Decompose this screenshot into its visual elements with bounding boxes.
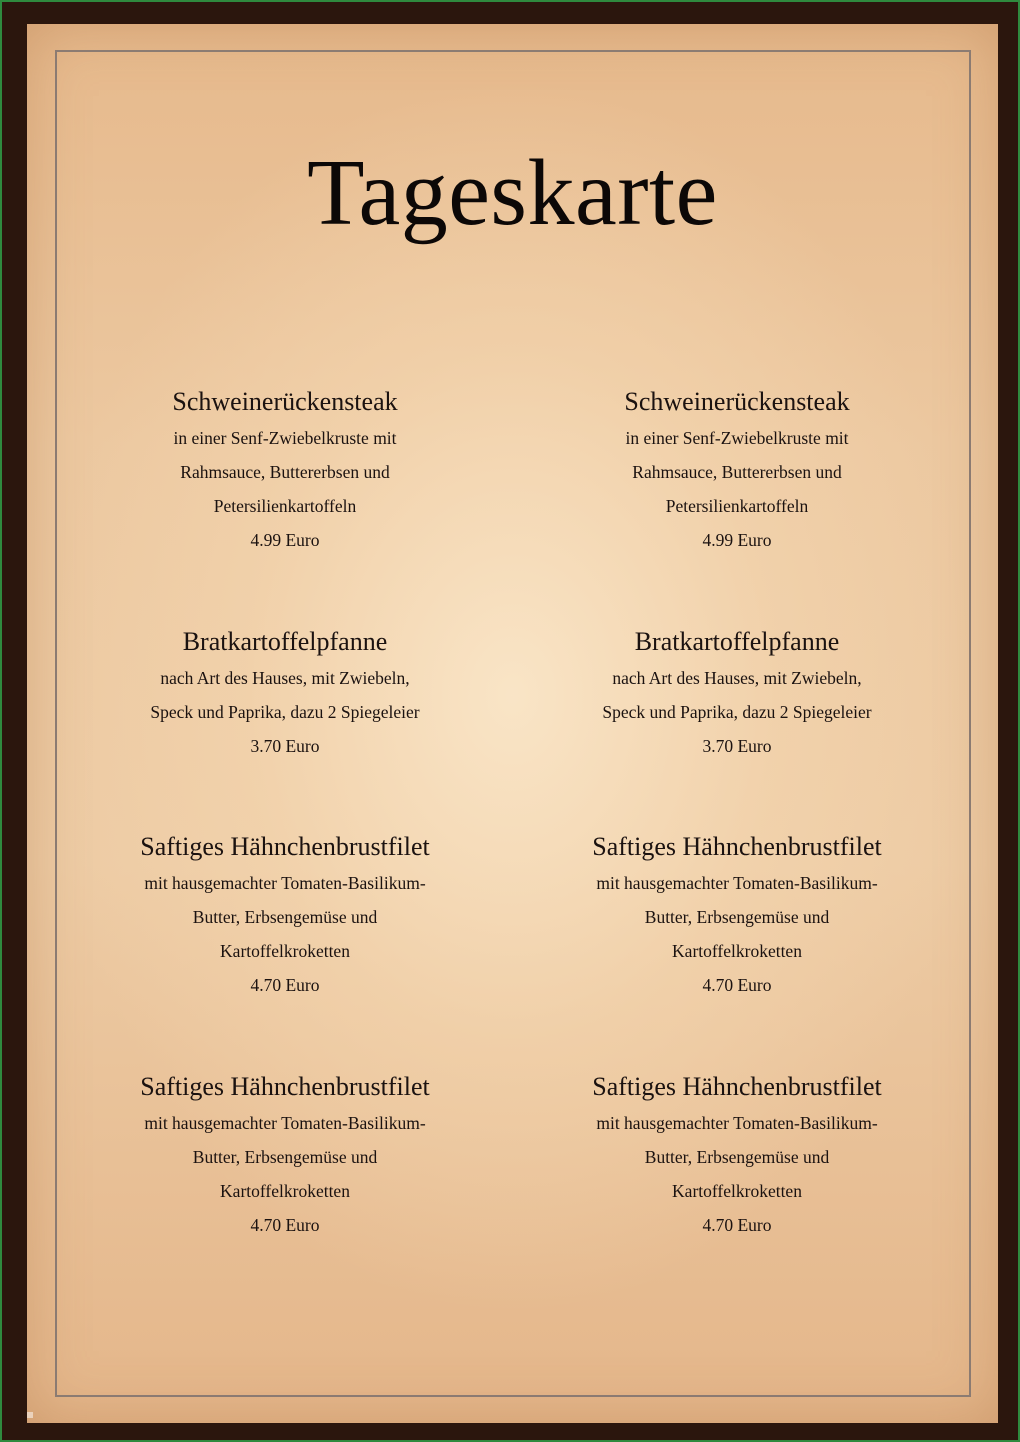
menu-grid: [27, 24, 998, 1423]
menu-paper: [27, 24, 998, 1423]
dish-name: Saftiges Hähnchenbrustfilet: [592, 1072, 882, 1101]
dish-left-1: [95, 387, 475, 557]
dish-description-line: in einer Senf-Zwiebelkruste mit: [173, 428, 397, 448]
dish-price: 4.99 Euro: [702, 530, 772, 550]
dish-description-line: in einer Senf-Zwiebelkruste mit: [625, 428, 849, 448]
dish-description-line: Petersilienkartoffeln: [213, 496, 357, 516]
dish-description-line: mit hausgemachter Tomaten-Basilikum-: [596, 873, 878, 893]
dish-price: 3.70 Euro: [702, 736, 772, 756]
picture-frame: [2, 2, 1018, 1440]
dish-name: Schweinerückensteak: [172, 387, 398, 416]
dish-description-line: Kartoffelkroketten: [672, 1181, 802, 1201]
dish-right-3: [547, 832, 927, 1002]
dish-name: Saftiges Hähnchenbrustfilet: [592, 832, 882, 861]
dish-description-line: Butter, Erbsengemüse und: [192, 1147, 378, 1167]
dish-name: Bratkartoffelpfanne: [182, 627, 388, 656]
dish-description-line: nach Art des Hauses, mit Zwiebeln,: [160, 668, 410, 688]
dish-description-line: Kartoffelkroketten: [672, 941, 802, 961]
dish-description-line: Kartoffelkroketten: [220, 941, 350, 961]
dish-description-line: mit hausgemachter Tomaten-Basilikum-: [596, 1113, 878, 1133]
dish-description-line: mit hausgemachter Tomaten-Basilikum-: [144, 1113, 426, 1133]
dish-description-line: Speck und Paprika, dazu 2 Spiegeleier: [602, 702, 872, 722]
dish-right-1: [547, 387, 927, 557]
dish-left-2: [95, 627, 475, 763]
dish-price: 4.70 Euro: [250, 975, 320, 995]
dish-name: Saftiges Hähnchenbrustfilet: [140, 1072, 430, 1101]
dish-description-line: Petersilienkartoffeln: [665, 496, 809, 516]
dish-name: Schweinerückensteak: [624, 387, 850, 416]
dish-left-3: [95, 832, 475, 1002]
dish-price: 4.70 Euro: [702, 975, 772, 995]
dish-description-line: mit hausgemachter Tomaten-Basilikum-: [144, 873, 426, 893]
dish-price: 4.70 Euro: [702, 1215, 772, 1235]
dish-description-line: Rahmsauce, Buttererbsen und: [632, 462, 842, 482]
dish-name: Bratkartoffelpfanne: [634, 627, 840, 656]
dish-right-4: [547, 1072, 927, 1242]
dish-description-line: Kartoffelkroketten: [220, 1181, 350, 1201]
dish-left-4: [95, 1072, 475, 1242]
dish-right-2: [547, 627, 927, 763]
dish-description-line: Speck und Paprika, dazu 2 Spiegeleier: [150, 702, 420, 722]
dish-description-line: Butter, Erbsengemüse und: [192, 907, 378, 927]
dish-price: 4.70 Euro: [250, 1215, 320, 1235]
dish-description-line: nach Art des Hauses, mit Zwiebeln,: [612, 668, 862, 688]
dish-description-line: Butter, Erbsengemüse und: [644, 1147, 830, 1167]
dish-description-line: Rahmsauce, Buttererbsen und: [180, 462, 390, 482]
dish-price: 4.99 Euro: [250, 530, 320, 550]
dish-description-line: Butter, Erbsengemüse und: [644, 907, 830, 927]
menu-title: Tageskarte: [307, 141, 718, 245]
dish-name: Saftiges Hähnchenbrustfilet: [140, 832, 430, 861]
dish-price: 3.70 Euro: [250, 736, 320, 756]
